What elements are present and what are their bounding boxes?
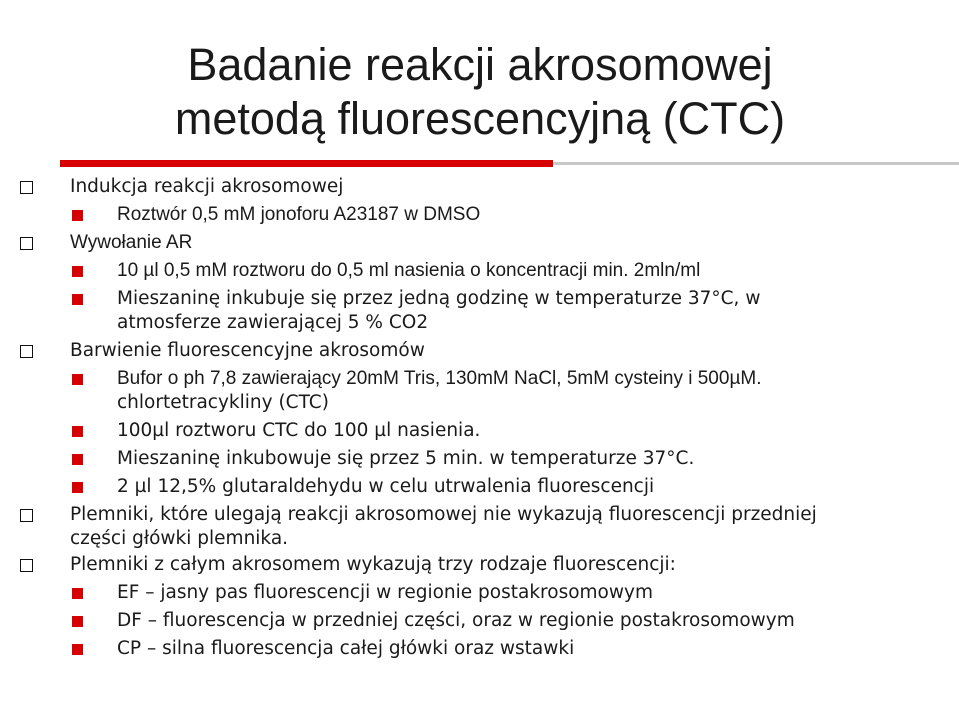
title-line-2: metodą fluorescencyjną (CTC): [174, 93, 786, 144]
list-item-text: części główki plemnika.: [70, 528, 289, 549]
hollow-square-icon: [20, 181, 33, 194]
red-square-icon: [72, 588, 83, 599]
list-item-text: Roztwór 0,5 mM jonoforu A23187 w DMSO: [117, 204, 481, 225]
hollow-square-icon: [20, 559, 33, 572]
hollow-square-icon: [20, 345, 33, 358]
list-item-text: 10 µl 0,5 mM roztworu do 0,5 ml nasienia o koncentracji min. 2mln/ml: [117, 260, 701, 281]
slide-title: [40, 38, 920, 146]
list-item-text: Wywołanie AR: [70, 232, 193, 253]
red-square-icon: [72, 374, 83, 385]
list-item-text: CP – silna fluorescencja całej główki oraz wstawki: [117, 638, 575, 659]
list-item-text: Plemniki z całym akrosomem wykazują trzy rodzaje fluorescencji:: [70, 554, 676, 575]
title-accent-bar: [60, 160, 553, 167]
red-square-icon: [72, 616, 83, 627]
list-item-text: Indukcja reakcji akrosomowej: [70, 176, 344, 197]
red-square-icon: [72, 266, 83, 277]
list-item-text: EF – jasny pas fluorescencji w regionie postakrosomowym: [117, 582, 653, 603]
list-item-text: 2 µl 12,5% glutaraldehydu w celu utrwalenia fluorescencji: [117, 476, 655, 497]
title-line-1: Badanie reakcji akrosomowej: [187, 39, 773, 90]
list-item-text: Mieszaninę inkubowuje się przez 5 min. w temperaturze 37°C.: [117, 448, 695, 469]
list-item-text: DF – fluorescencja w przedniej części, oraz w regionie postakrosomowym: [117, 610, 795, 631]
hollow-square-icon: [20, 237, 33, 250]
red-square-icon: [72, 426, 83, 437]
red-square-icon: [72, 644, 83, 655]
list-item-text: Bufor o ph 7,8 zawierający 20mM Tris, 130mM NaCl, 5mM cysteiny i 500µM.: [117, 368, 762, 389]
red-square-icon: [72, 482, 83, 493]
list-item-text: Mieszaninę inkubuje się przez jedną godzinę w temperaturze 37°C, w: [117, 288, 761, 309]
list-item-text: Barwienie fluorescencyjne akrosomów: [70, 340, 425, 361]
list-item-text: atmosferze zawierającej 5 % CO2: [117, 312, 429, 333]
red-square-icon: [72, 454, 83, 465]
list-item-text: chlortetracykliny (CTC): [117, 392, 329, 413]
list-item-text: Plemniki, które ulegają reakcji akrosomowej nie wykazują fluorescencji przedniej: [70, 504, 817, 525]
red-square-icon: [72, 294, 83, 305]
hollow-square-icon: [20, 509, 33, 522]
red-square-icon: [72, 210, 83, 221]
list-item-text: 100µl roztworu CTC do 100 µl nasienia.: [117, 420, 481, 441]
